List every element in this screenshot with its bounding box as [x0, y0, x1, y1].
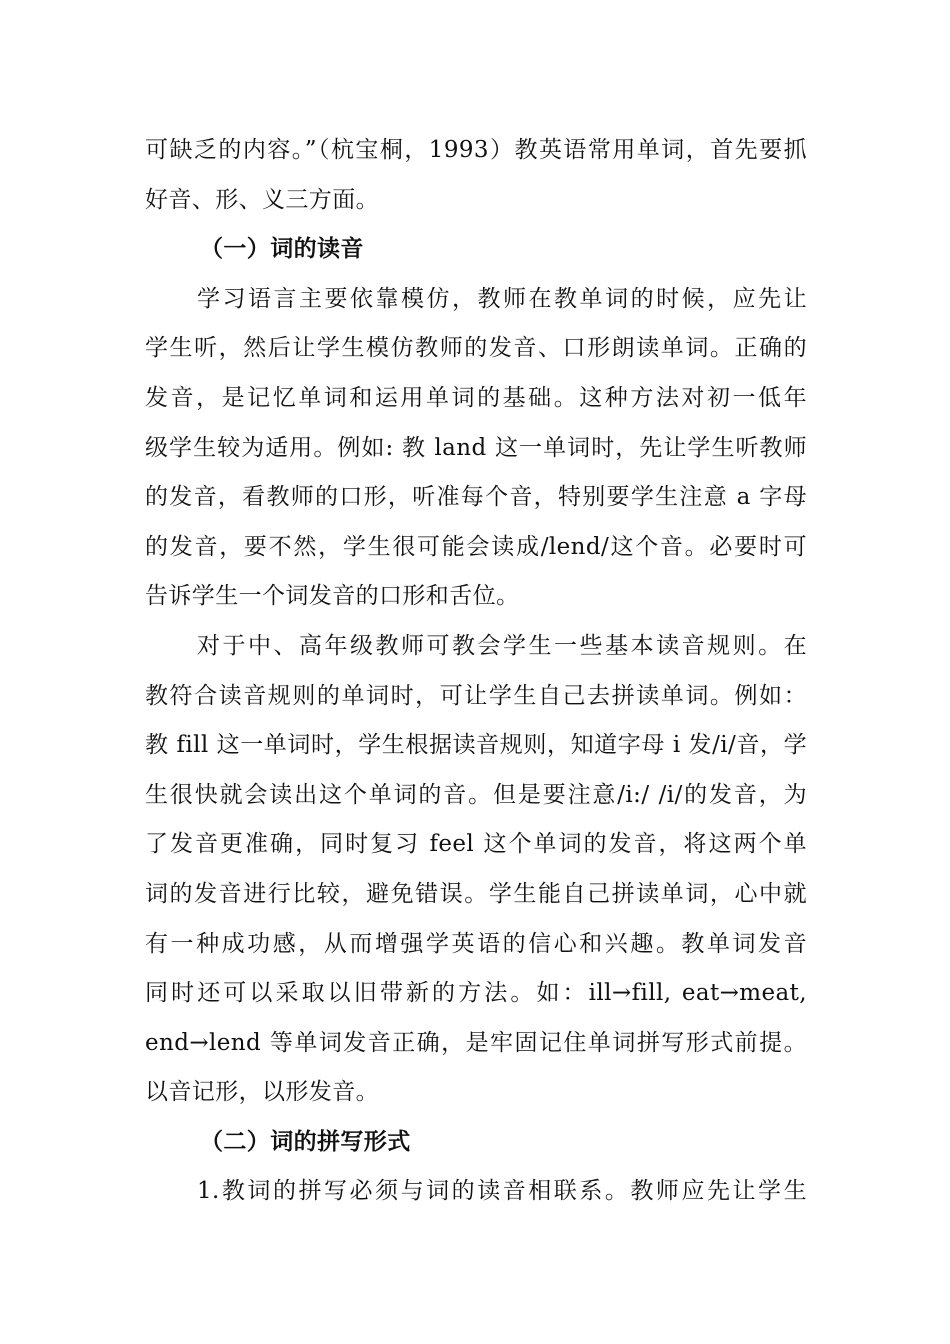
paragraph-first-line: 学习语言主要依靠模仿，教师在教单词的时候，应先让 [197, 285, 807, 312]
section-heading: （一）词的读音 [200, 236, 364, 263]
paragraph-first-line: 1.教词的拼写必须与词的读音相联系。教师应先让学生 [197, 1178, 807, 1205]
paragraph-line: 好音、形、义三方面。 [145, 186, 379, 213]
paragraph-line: 学生听，然后让学生模仿教师的发音、口形朗读单词。正确的 [145, 335, 807, 362]
paragraph-line: end→lend 等单词发音正确，是牢固记住单词拼写形式前提。 [145, 1029, 807, 1056]
paragraph-line: 教符合读音规则的单词时，可让学生自己去拼读单词。例如： [145, 682, 807, 709]
section-heading: （二）词的拼写形式 [200, 1128, 411, 1155]
paragraph-line: 告诉学生一个词发音的口形和舌位。 [145, 583, 520, 610]
paragraph-line: 了发音更准确，同时复习 feel 这个单词的发音，将这两个单 [145, 831, 807, 858]
paragraph-line: 教 fill 这一单词时，学生根据读音规则，知道字母 i 发/i/音，学 [145, 732, 807, 759]
paragraph-line: 同时还可以采取以旧带新的方法。如：ill→fill, eat→meat, [145, 980, 807, 1007]
paragraph-line: 的发音，看教师的口形，听准每个音，特别要学生注意 a 字母 [145, 484, 807, 511]
paragraph-line: 发音，是记忆单词和运用单词的基础。这种方法对初一低年 [145, 384, 807, 411]
paragraph-line: 级学生较为适用。例如: 教 land 这一单词时，先让学生听教师 [145, 434, 807, 461]
paragraph-line: 有一种成功感，从而增强学英语的信心和兴趣。教单词发音 [145, 930, 807, 957]
paragraph-line: 生很快就会读出这个单词的音。但是要注意/i:/ /i/的发音，为 [145, 781, 807, 808]
paragraph-line: 可缺乏的内容。”（杭宝桐，1993）教英语常用单词，首先要抓 [145, 137, 807, 163]
document-body [145, 126, 807, 1217]
paragraph-first-line: 对于中、高年级教师可教会学生一些基本读音规则。在 [197, 632, 807, 659]
paragraph-line: 的发音，要不然，学生很可能会读成/lend/这个音。必要时可 [145, 533, 807, 560]
paragraph-line: 以音记形，以形发音。 [145, 1079, 379, 1106]
paragraph-line: 词的发音进行比较，避免错误。学生能自己拼读单词，心中就 [145, 880, 807, 907]
